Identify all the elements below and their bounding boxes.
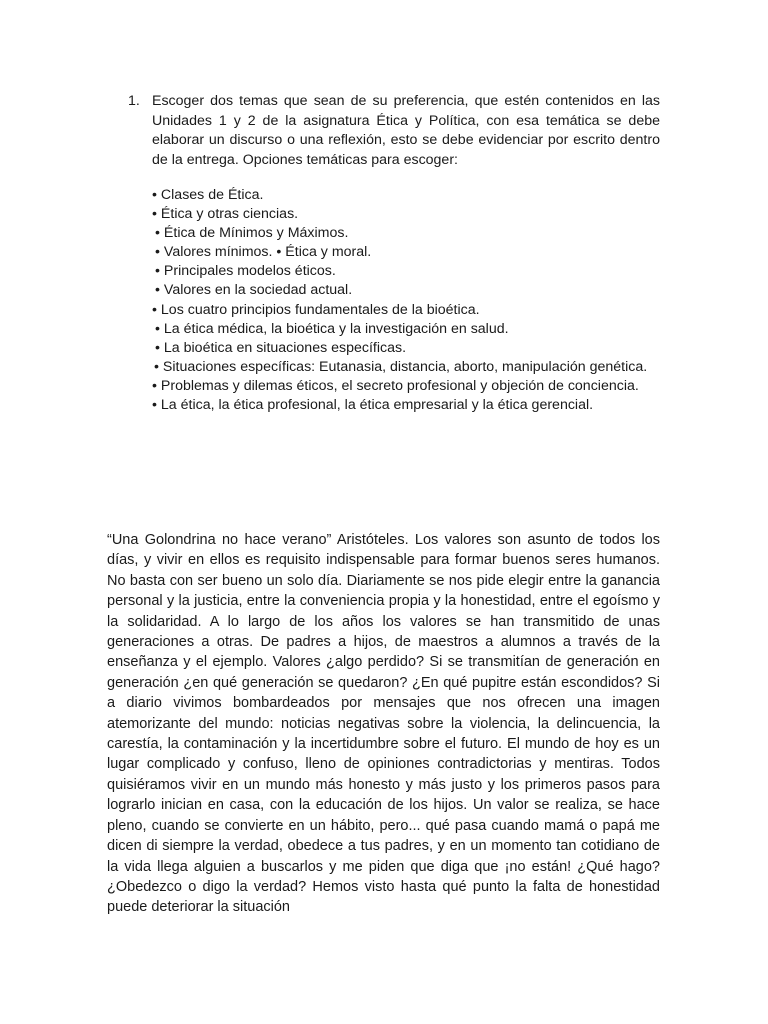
instruction-number: 1. (128, 93, 140, 109)
instruction-item (128, 92, 660, 170)
thematic-options-list (152, 186, 660, 415)
option-item: • Principales modelos éticos. (155, 263, 336, 280)
option-item: • Valores en la sociedad actual. (155, 282, 353, 299)
option-item: • La ética, la ética profesional, la ética empresarial y la ética gerencial. (152, 397, 594, 414)
option-item: • Situaciones específicas: Eutanasia, distancia, aborto, manipulación genética. (154, 358, 648, 375)
essay-paragraph: “Una Golondrina no hace verano” Aristóteles. Los valores son asunto de todos los días, y vivir en ellos es requisito indispensable para formar buenos seres humanos. No basta con ser bueno un solo día. Diariamente se nos pide elegir entre la ganancia personal y la justicia, entre la conveniencia propia y la honestidad, entre el egoísmo y la solidaridad. A lo largo de los años los valores se han transmitido de unas generaciones a otras. De padres a hijos, de maestros a alumnos a través de la enseñanza y el ejemplo. Valores ¿algo perdido? Si se transmitían de generación en generación ¿en qué generación se quedaron? ¿En qué pupitre están escondidos? Si a diario vivimos bombardeados por mensajes que nos ofrecen una imagen atemorizante del mundo: noticias negativas sobre la violencia, la delincuencia, la carestía, la contaminación y la incertidumbre sobre el futuro. El mundo de hoy es un lugar complicado y confuso, lleno de opiniones contradictorias y mentiras. Todos quisiéramos vivir en un mundo más honesto y más justo y los primeros pasos para lograrlo inician en casa, con la educación de los hijos. Un valor se realiza, se hace pleno, cuando se convierte en un hábito, pero... qué pasa cuando mamá o papá me dicen di siempre la verdad, obedece a tus padres, y en un momento tan cotidiano de la vida llega alguien a buscarlos y me piden que diga que ¡no están! ¿Qué hago? ¿Obedezco o digo la verdad? Hemos visto hasta qué punto la falta de honestidad puede deteriorar la situación (107, 532, 660, 916)
instruction-text: Escoger dos temas que sean de su preferencia, que estén contenidos en las Unidades 1 y 2 de la asignatura Ética y Política, con esa temática se debe elaborar un discurso o una reflexión, esto se debe evidenciar por escrito dentro de la entrega. Opciones temáticas para escoger: (152, 93, 660, 168)
option-item: • Valores mínimos. • Ética y moral. (155, 244, 372, 261)
option-item: • La bioética en situaciones específicas. (155, 339, 407, 356)
option-item: • Los cuatro principios fundamentales de la bioética. (152, 301, 480, 318)
option-item: • Problemas y dilemas éticos, el secreto profesional y objeción de conciencia. (152, 377, 639, 394)
option-item: • Ética y otras ciencias. (152, 206, 299, 223)
option-item: • Ética de Mínimos y Máximos. (155, 225, 349, 242)
option-item: • La ética médica, la bioética y la investigación en salud. (155, 320, 509, 337)
option-item: • Clases de Ética. (152, 187, 264, 203)
